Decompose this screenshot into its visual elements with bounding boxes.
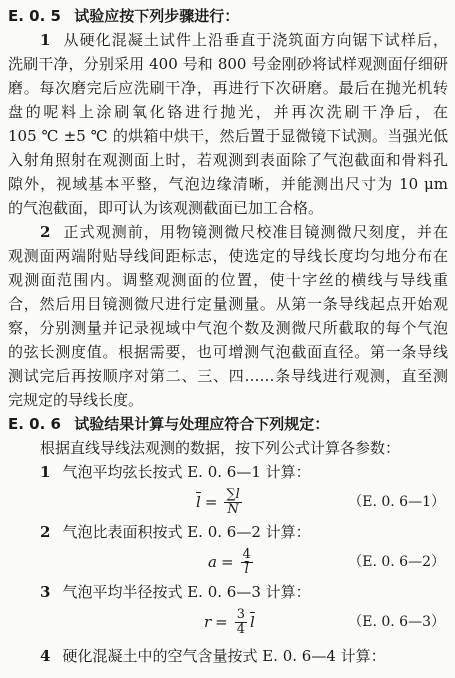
e05-item1-line5: 105 ℃ ±5 ℃ 的烘箱中烘干，然后置于显微镜下试测。当强光低 — [8, 127, 448, 145]
section-e06-title: 试验结果计算与处理应符合下列规定： — [74, 415, 330, 433]
e05-item2-line6: 的弦长测度值。根据需要，也可增测气泡截面直径。第一条导线 — [8, 343, 448, 361]
e06-item1 — [40, 460, 448, 484]
e06-item4-text: 硬化混凝土中的空气含量按式 E. 0. 6—4 计算： — [62, 647, 386, 665]
formula-3-fraction — [235, 608, 247, 637]
formula-1-lhs: $\overline{l}$ — [196, 493, 201, 511]
section-e05-code: E. 0. 5 — [8, 7, 61, 25]
formula-3-lhs: r — [204, 613, 212, 631]
e05-item2-line7: 测试完后再按顺序对第二、三、四……条导线进行观测，直至测 — [8, 367, 448, 385]
e06-item1-text: 气泡平均弦长按式 E. 0. 6—1 计算： — [62, 463, 311, 481]
formula-2-equals: = — [220, 553, 234, 571]
formula-e06-3 — [0, 604, 455, 640]
e05-item1-line1 — [40, 28, 448, 52]
e06-item1-number: 1 — [40, 463, 51, 481]
e05-item2-line1 — [40, 220, 448, 244]
formula-3-denominator: 4 — [236, 621, 246, 637]
formula-e06-2 — [0, 544, 455, 580]
formula-1-equals: = — [204, 493, 218, 511]
formula-3-equals: = — [215, 613, 228, 631]
equation-number-2: （E. 0. 6—2） — [348, 554, 445, 570]
formula-2-fraction — [241, 548, 253, 577]
e05-item2-number: 2 — [40, 223, 51, 241]
formula-2-numerator: 4 — [242, 546, 251, 562]
e05-item1-line4: 盘的呢料上涂刷氧化铬进行抛光，并再次洗刷干净后，在 — [8, 103, 448, 121]
formula-1-denominator: N — [227, 501, 239, 517]
e06-item3-text: 气泡平均半径按式 E. 0. 6—3 计算： — [62, 583, 311, 601]
formula-1-numerator: ∑l — [226, 486, 240, 502]
e06-item2-number: 2 — [40, 523, 51, 541]
e05-item2-line4: 合，然后用目镜测微尺进行定量测量。从第一条导线起点开始观 — [8, 295, 448, 313]
e06-item3 — [40, 580, 448, 604]
formula-e06-1 — [0, 484, 455, 520]
section-e05-title: 试验应按下列步骤进行： — [74, 7, 240, 25]
e05-item1-line7: 隙外，视域基本平整，气泡边缘清晰，并能测出尺寸为 10 μm — [8, 175, 448, 193]
formula-3-suffix: $\overline{l}$ — [250, 613, 255, 631]
e05-item2-line8: 完规定的导线长度。 — [8, 391, 144, 409]
e05-item1-line8: 的气泡截面，即可认为该观测截面已加工合格。 — [8, 199, 324, 217]
e05-item1-number: 1 — [40, 31, 51, 49]
e06-item3-number: 3 — [40, 583, 51, 601]
equation-number-1: （E. 0. 6—1） — [348, 494, 445, 510]
e06-item2 — [40, 520, 448, 544]
equation-number-3: （E. 0. 6—3） — [348, 614, 445, 630]
formula-2-lhs: a — [208, 553, 217, 571]
e05-item2-line5: 察，分别测量并记录视域中气泡个数及测微尺所截取的每个气泡 — [8, 319, 448, 337]
e06-item4-number: 4 — [40, 647, 51, 665]
e05-item1-line2: 洗刷干净，分别采用 400 号和 800 号金刚砂将试样观测面仔细研 — [8, 55, 448, 73]
paragraph-text: 正式观测前，用物镜测微尺校准目镜测微尺刻度，并在 — [62, 223, 448, 241]
e05-item1-line6: 入射角照射在观测面上时，若观测到表面除了气泡截面和骨料孔 — [8, 151, 448, 169]
section-e05-heading — [8, 4, 448, 28]
formula-2-denominator: l — [244, 561, 249, 577]
e06-item2-text: 气泡比表面积按式 E. 0. 6—2 计算： — [62, 523, 311, 541]
e05-item2-line2: 观测面两端附贴导线间距标志，使选定的导线长度均匀地分布在 — [8, 247, 448, 265]
section-e06-heading — [8, 412, 448, 436]
e05-item2-line3: 观测面范围内。调整观测面的位置，使十字丝的横线与导线重 — [8, 271, 448, 289]
e05-item1-line3: 磨。每次磨完后应洗刷干净，再进行下次研磨。最后在抛光机转 — [8, 79, 448, 97]
section-e06-intro: 根据直线导线法观测的数据，按下列公式计算各参数： — [40, 439, 401, 457]
paragraph-text: 从硬化混凝土试件上沿垂直于浇筑面方向锯下试样后， — [62, 31, 448, 49]
e06-item4 — [40, 644, 448, 668]
formula-3-numerator: 3 — [236, 606, 246, 622]
section-e06-code: E. 0. 6 — [8, 415, 61, 433]
formula-1-fraction — [224, 488, 241, 517]
